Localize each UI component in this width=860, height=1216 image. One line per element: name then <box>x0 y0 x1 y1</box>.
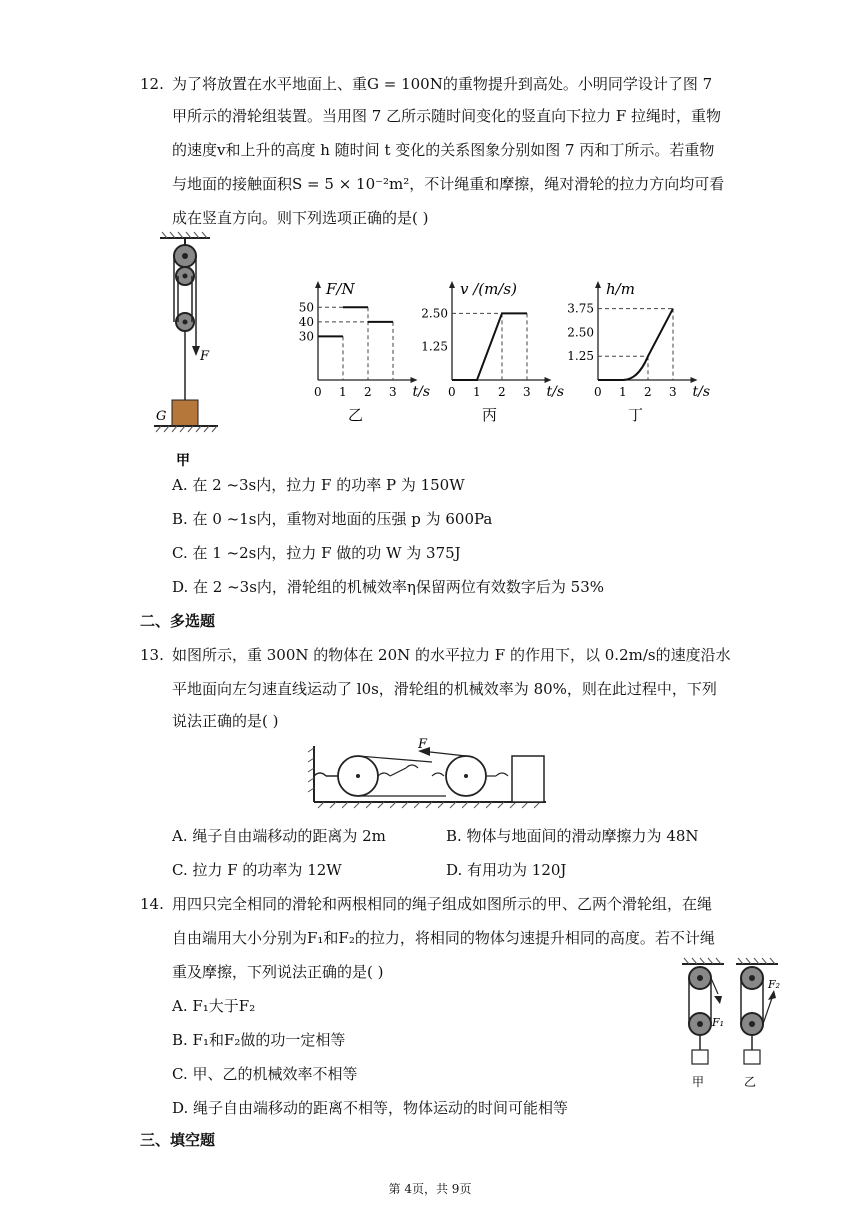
q12-weight-label: G <box>156 409 167 424</box>
x-tick-label: 3 <box>669 385 677 399</box>
y-tick-label: 1.25 <box>421 339 448 354</box>
q14-line-2: 自由端用大小分别为F₁和F₂的拉力，将相同的物体匀速提升相同的高度。若不计绳 <box>172 929 715 947</box>
y-axis-label: F/N <box>326 280 355 298</box>
x-tick-label: 2 <box>364 385 372 399</box>
q14-fig-jia-label: 甲 <box>692 1075 705 1089</box>
q14-f1-label: F₁ <box>712 1016 725 1029</box>
x-tick-label: 2 <box>644 385 652 399</box>
x-tick-label: 0 <box>314 385 322 399</box>
q13-line-2: 平地面向左匀速直线运动了 l0s，滑轮组的机械效率为 80%，则在此过程中，下列 <box>172 680 717 698</box>
x-tick-label: 2 <box>498 385 506 399</box>
q14-option-c: C. 甲、乙的机械效率不相等 <box>172 1065 358 1083</box>
y-axis-arrow <box>449 281 455 288</box>
y-axis-label: h/m <box>606 280 635 298</box>
q12-force-label: F <box>200 349 210 364</box>
y-tick-label: 40 <box>298 314 314 329</box>
x-tick-label: 0 <box>448 385 456 399</box>
x-axis-arrow <box>411 377 418 383</box>
q12-line-2: 甲所示的滑轮组装置。当用图 7 乙所示随时间变化的竖直向下拉力 F 拉绳时，重物 <box>172 107 722 125</box>
y-axis-label: v /(m/s) <box>460 280 517 298</box>
y-axis-arrow <box>595 281 601 288</box>
chart-caption: 丙 <box>482 406 498 424</box>
page-footer: 第 4页，共 9页 <box>388 1182 472 1196</box>
y-tick-label: 50 <box>298 300 314 315</box>
q13-force-label: F <box>418 737 428 752</box>
q14-number: 14. <box>140 895 164 913</box>
q13-option-c: C. 拉力 F 的功率为 12W <box>172 861 342 879</box>
q14-f2-label: F₂ <box>768 978 781 991</box>
q13-option-b: B. 物体与地面间的滑动摩擦力为 48N <box>446 827 699 845</box>
chart-height-time <box>556 280 716 430</box>
q12-option-a: A. 在 2 ~3s内，拉力 F 的功率 P 为 150W <box>172 476 465 494</box>
q14-line-3: 重及摩擦，下列说法正确的是( ) <box>172 963 384 981</box>
chart-caption: 丁 <box>628 406 644 424</box>
q14-option-a: A. F₁大于F₂ <box>172 997 256 1015</box>
q14-option-d: D. 绳子自由端移动的距离不相等，物体运动的时间可能相等 <box>172 1099 569 1117</box>
chart-force-time <box>292 280 431 430</box>
x-tick-label: 1 <box>339 385 347 399</box>
section-fill-in: 三、填空题 <box>140 1131 216 1149</box>
x-tick-label: 0 <box>594 385 602 399</box>
x-axis-label: t/s <box>412 384 431 400</box>
y-tick-label: 3.75 <box>567 301 594 316</box>
chart-velocity-time <box>420 280 570 430</box>
x-axis-arrow <box>545 377 552 383</box>
q12-line-4: 与地面的接触面积S = 5 × 10⁻²m²，不计绳重和摩擦，绳对滑轮的拉力方向均可看 <box>172 175 725 193</box>
x-tick-label: 1 <box>473 385 481 399</box>
q14-option-b: B. F₁和F₂做的功一定相等 <box>172 1031 346 1049</box>
x-axis-label: t/s <box>692 384 711 400</box>
x-tick-label: 3 <box>389 385 397 399</box>
y-tick-label: 1.25 <box>567 349 594 364</box>
y-axis-arrow <box>315 281 321 288</box>
y-tick-label: 2.50 <box>421 306 448 321</box>
q13-line-3: 说法正确的是( ) <box>172 712 279 730</box>
section-multiple-choice: 二、多选题 <box>140 612 216 630</box>
q12-line-1: 为了将放置在水平地面上、重G = 100N的重物提升到高处。小明同学设计了图 7 <box>172 75 713 93</box>
q12-option-b: B. 在 0 ~1s内，重物对地面的压强 p 为 600Pa <box>172 510 493 528</box>
q12-pulley-figure <box>148 232 228 472</box>
series-line <box>452 313 527 380</box>
q13-line-1: 如图所示，重 300N 的物体在 20N 的水平拉力 F 的作用下，以 0.2m/s的速度沿水 <box>172 646 731 664</box>
y-tick-label: 30 <box>298 329 314 344</box>
x-axis-label: t/s <box>546 384 565 400</box>
q12-line-5: 成在竖直方向。则下列选项正确的是( ) <box>172 209 429 227</box>
q14-pulley-figure <box>678 958 788 1094</box>
q12-line-3: 的速度v和上升的高度 h 随时间 t 变化的关系图象分别如图 7 丙和丁所示。若重物 <box>172 141 715 159</box>
q13-option-a: A. 绳子自由端移动的距离为 2m <box>172 827 386 845</box>
q14-line-1: 用四只完全相同的滑轮和两根相同的绳子组成如图所示的甲、乙两个滑轮组，在绳 <box>172 895 713 913</box>
series-line <box>598 309 673 380</box>
q13-horizontal-pulley-figure <box>306 738 556 810</box>
q13-option-d: D. 有用功为 120J <box>446 861 567 879</box>
x-tick-label: 1 <box>619 385 627 399</box>
q12-number: 12. <box>140 75 164 93</box>
q12-option-c: C. 在 1 ~2s内，拉力 F 做的功 W 为 375J <box>172 544 461 562</box>
q13-number: 13. <box>140 646 164 664</box>
x-axis-arrow <box>691 377 698 383</box>
chart-caption: 乙 <box>348 406 364 424</box>
x-tick-label: 3 <box>523 385 531 399</box>
q12-option-d: D. 在 2 ~3s内，滑轮组的机械效率η保留两位有效数字后为 53% <box>172 578 605 596</box>
q14-fig-yi-label: 乙 <box>744 1075 757 1089</box>
q12-fig-jia-label: 甲 <box>176 453 190 469</box>
y-tick-label: 2.50 <box>567 325 594 340</box>
